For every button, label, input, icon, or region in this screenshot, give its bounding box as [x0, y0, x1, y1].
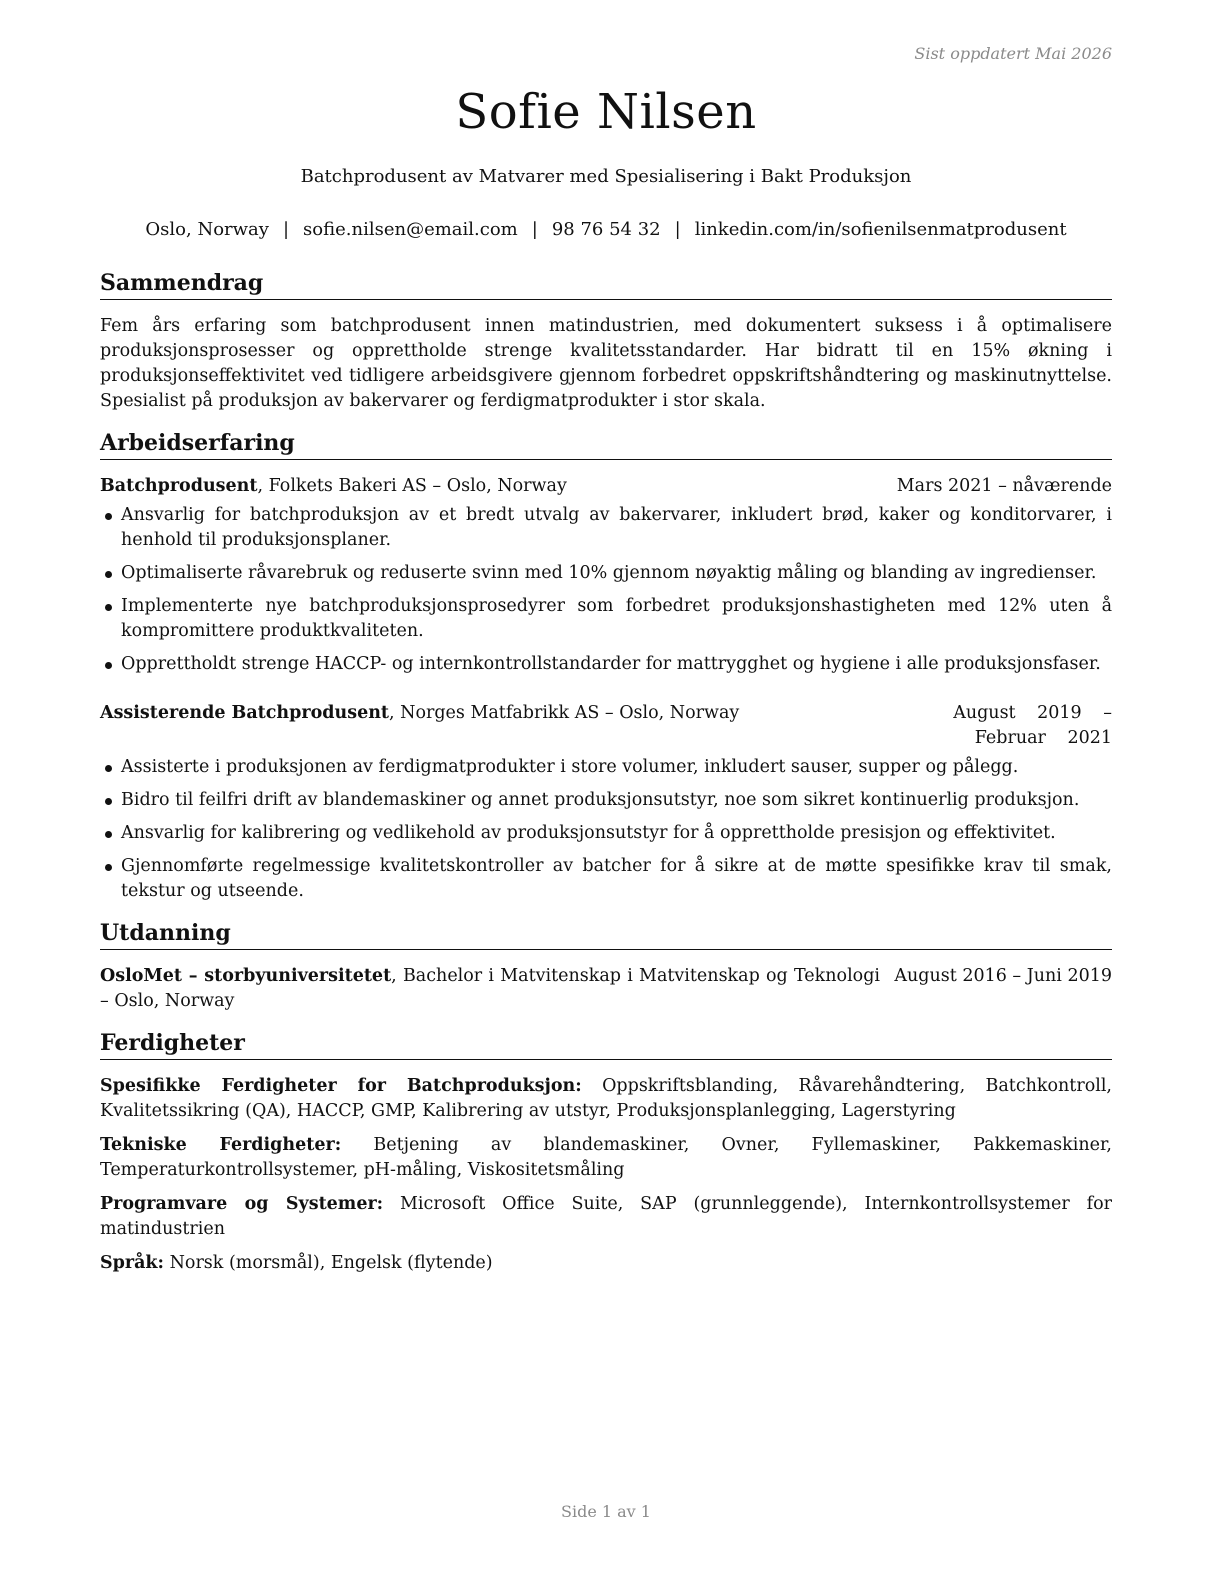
skill-label: Tekniske Ferdigheter: — [100, 1135, 342, 1155]
job-header — [100, 474, 1112, 499]
education-institution: OsloMet – storbyuniversitetet — [100, 966, 392, 986]
list-item: Bidro til feilfri drift av blandemaskiner og annet produksjonsutstyr, noe som sikret kontinuerlig produksjon. — [100, 788, 1112, 813]
job-company: , Folkets Bakeri AS – Oslo, Norway — [257, 476, 567, 496]
skill-label: Spesifikke Ferdigheter for Batchproduksjon: — [100, 1076, 582, 1096]
job-title-line — [100, 701, 739, 726]
skill-group — [100, 1133, 1112, 1183]
job-role: Assisterende Batchprodusent — [100, 703, 390, 723]
section-title-skills: Ferdigheter — [100, 1028, 1112, 1060]
contact-phone: 98 76 54 32 — [551, 219, 661, 240]
education-line — [100, 964, 880, 1014]
education-dates: August 2016 – Juni 2019 — [894, 966, 1112, 986]
list-item: Assisterte i produksjonen av ferdigmatprodukter i store volumer, inkludert sauser, supper og pålegg. — [100, 755, 1112, 780]
job-company: , Norges Matfabrikk AS – Oslo, Norway — [389, 703, 740, 723]
skill-items: Norsk (morsmål), Engelsk (flytende) — [164, 1253, 493, 1273]
job-title-line — [100, 474, 567, 499]
section-title-education: Utdanning — [100, 918, 1112, 950]
education-entry — [100, 964, 1112, 1014]
resume-content — [100, 268, 1112, 1285]
contact-separator: | — [531, 219, 538, 240]
last-updated: Sist oppdatert Mai 2026 — [914, 44, 1112, 63]
list-item: Opprettholdt strenge HACCP- og internkontrollstandarder for mattrygghet og hygiene i alle produksjonsfaser. — [100, 652, 1112, 677]
skill-group — [100, 1251, 1112, 1276]
job-dates: August 2019 – Februar 2021 — [953, 703, 1112, 748]
job-bullets — [100, 755, 1112, 904]
contact-location: Oslo, Norway — [145, 219, 269, 240]
skill-label: Programvare og Systemer: — [100, 1194, 384, 1214]
summary-text: Fem års erfaring som batchprodusent innen matindustrien, med dokumentert suksess i å optimalisere produksjonsprosesser og opprettholde strenge kvalitetsstandarder. Har bidratt til en 15% økning i produksjonseffektivitet ved tidligere arbeidsgivere gjennom forbedret oppskriftshåndtering og maskinutnyttelse. Spesialist på produksjon av bakervarer og ferdigmatprodukter i stor skala. — [100, 316, 1112, 411]
contact-email[interactable]: sofie.nilsen@email.com — [303, 219, 518, 240]
skill-items: Betjening av blandemaskiner, Ovner, Fyllemaskiner, Pakkemaskiner, Temperaturkontrollsystemer, pH-måling, Viskositetsmåling — [100, 1135, 1112, 1180]
resume-page — [100, 0, 1112, 1584]
list-item: Ansvarlig for batchproduksjon av et bredt utvalg av bakervarer, inkludert brød, kaker og konditorvarer, i henhold til produksjonsplaner. — [100, 503, 1112, 553]
job-dates: Mars 2021 – nåværende — [896, 476, 1112, 496]
skill-group — [100, 1074, 1112, 1124]
headline: Batchprodusent av Matvarer med Spesialisering i Bakt Produksjon — [300, 166, 912, 187]
page-number: Side 1 av 1 — [561, 1502, 651, 1521]
contact-separator: | — [674, 219, 681, 240]
job-header — [100, 701, 1112, 751]
contact-linkedin[interactable]: linkedin.com/in/sofienilsenmatprodusent — [694, 219, 1067, 240]
skill-label: Språk: — [100, 1253, 165, 1273]
list-item: Optimaliserte råvarebruk og reduserte svinn med 10% gjennom nøyaktig måling og blanding av ingredienser. — [100, 561, 1112, 586]
job-role: Batchprodusent — [100, 476, 258, 496]
skill-group — [100, 1192, 1112, 1242]
skill-items: Microsoft Office Suite, SAP (grunnleggende), Internkontrollsystemer for matindustrien — [100, 1194, 1113, 1239]
list-item: Implementerte nye batchproduksjonsprosedyrer som forbedret produksjonshastigheten med 12% uten å kompromittere produktkvaliteten. — [100, 594, 1112, 644]
job-bullets — [100, 503, 1112, 677]
contact-line — [100, 219, 1112, 240]
education-detail: , Bachelor i Matvitenskap i Matvitenskap og Teknologi – Oslo, Norway — [100, 966, 880, 1011]
section-title-experience: Arbeidserfaring — [100, 428, 1112, 460]
contact-separator: | — [282, 219, 290, 240]
skill-items: Oppskriftsblanding, Råvarehåndtering, Batchkontroll, Kvalitetssikring (QA), HACCP, GMP, Kalibrering av utstyr, Produksjonsplanlegging, Lagerstyring — [100, 1076, 1112, 1121]
list-item: Ansvarlig for kalibrering og vedlikehold av produksjonsutstyr for å opprettholde presisjon og effektivitet. — [100, 821, 1112, 846]
section-title-summary: Sammendrag — [100, 268, 1112, 300]
list-item: Gjennomførte regelmessige kvalitetskontroller av batcher for å sikre at de møtte spesifikke krav til smak, tekstur og utseende. — [100, 854, 1112, 904]
candidate-name: Sofie Nilsen — [455, 84, 757, 140]
